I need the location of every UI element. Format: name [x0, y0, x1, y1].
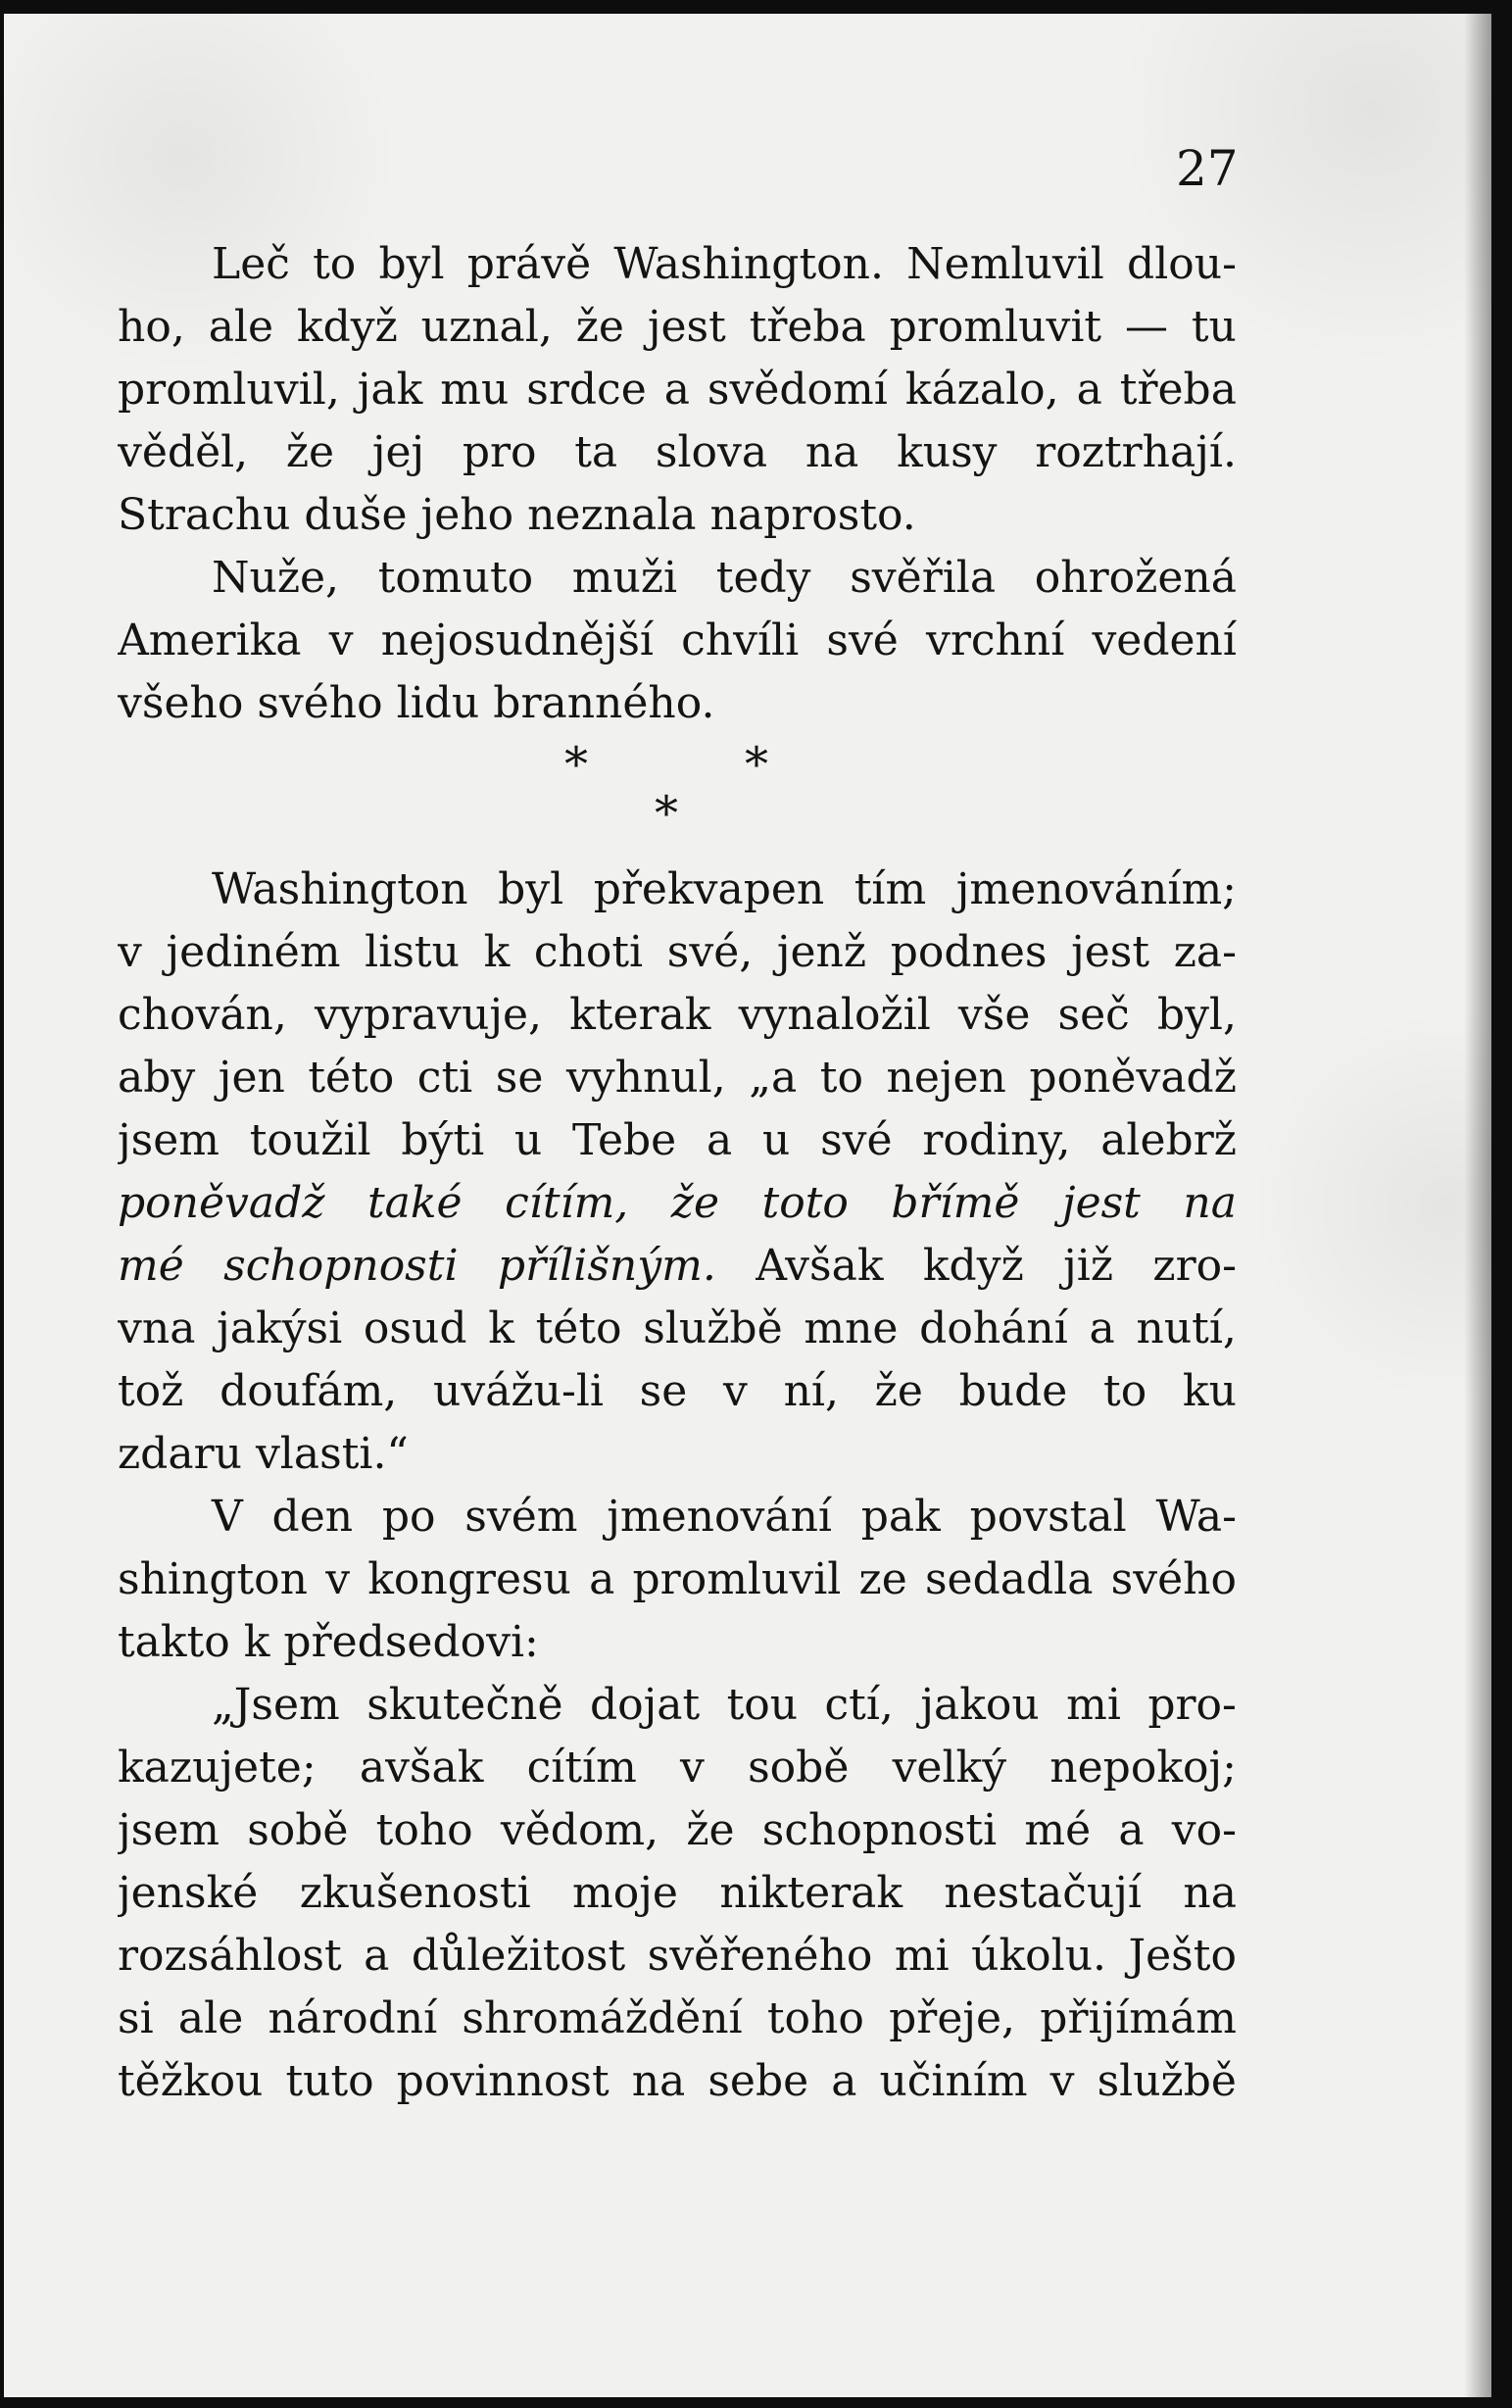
word: Avšak [756, 1241, 884, 1291]
word: se [495, 1053, 544, 1103]
word: roztrhají. [1035, 427, 1237, 477]
word: třeba [1119, 365, 1237, 415]
word: doufám, [219, 1366, 398, 1416]
word: ale [208, 302, 274, 352]
word: srdce [526, 365, 647, 415]
word: u [761, 1115, 791, 1165]
word: službě [1097, 2056, 1237, 2106]
word: zro- [1152, 1241, 1237, 1291]
word: pak [860, 1492, 941, 1542]
word: lidu [396, 678, 480, 728]
word: ale [177, 1993, 244, 2043]
word: vypravuje, [315, 990, 543, 1040]
word: aby [118, 1053, 196, 1103]
word: a [1076, 365, 1102, 415]
word: uznal, [420, 302, 553, 352]
word: mu [440, 365, 510, 415]
word: jenské [118, 1868, 259, 1918]
word: poněvadž [1029, 1053, 1237, 1103]
text-line [118, 1548, 1237, 1611]
word: jest [647, 302, 726, 352]
word: Ješto [1128, 1931, 1237, 1981]
word: muži [571, 553, 678, 603]
word: na [1183, 1868, 1237, 1918]
page-text [118, 233, 1237, 2113]
word: naprosto. [709, 490, 916, 540]
word: to [313, 239, 357, 289]
word: když [922, 1241, 1024, 1291]
word: cítím [526, 1743, 637, 1793]
word: v [680, 1743, 705, 1793]
word: a [364, 1931, 390, 1981]
word: svého [1110, 1554, 1237, 1604]
word: sobě [748, 1743, 850, 1793]
word: že [575, 302, 624, 352]
word: a [1118, 1805, 1145, 1855]
word: vynaložil [738, 990, 931, 1040]
word: mé [1024, 1805, 1092, 1855]
word: jen [218, 1053, 285, 1103]
word: za- [1173, 927, 1237, 977]
word: vyhnul, [565, 1053, 726, 1103]
word: k [488, 1303, 514, 1353]
word: učiním [879, 2056, 1028, 2106]
word: zdaru [118, 1429, 242, 1479]
word: a [706, 1115, 733, 1165]
word: kázalo, [904, 365, 1059, 415]
word: k [483, 927, 511, 977]
word: ze [858, 1554, 907, 1604]
word: promluvit [889, 302, 1102, 352]
text-line [118, 359, 1237, 421]
text-line [118, 1109, 1237, 1172]
word: alebrž [1100, 1115, 1237, 1165]
word: Washington. [613, 239, 884, 289]
word: svého [257, 678, 383, 728]
text-line [118, 859, 1237, 921]
word: mne [804, 1303, 899, 1353]
word: Leč [212, 239, 290, 289]
text-line [118, 1737, 1237, 1799]
word: že [686, 1805, 735, 1855]
word: jenž [776, 927, 867, 977]
text-line [118, 1298, 1237, 1360]
word: kazujete; [118, 1743, 317, 1793]
word: shromáždění [462, 1993, 743, 2043]
word: národní [268, 1993, 438, 2043]
word: již [1063, 1241, 1114, 1291]
word: toho [375, 1805, 473, 1855]
word: svěřila [850, 553, 997, 603]
word: kusy [897, 427, 998, 477]
word: seč [1057, 990, 1130, 1040]
text-line [118, 547, 1237, 610]
word: jmenování [607, 1492, 832, 1542]
text-line [118, 1047, 1237, 1109]
word: této [308, 1053, 395, 1103]
word: chován, [118, 990, 287, 1040]
word: Washington [212, 864, 468, 914]
word: tím [854, 864, 927, 914]
word: ta [574, 427, 618, 477]
text-line [118, 1235, 1237, 1298]
paragraph [118, 547, 1237, 735]
word: promluvil [632, 1554, 842, 1604]
word: schopnosti [223, 1241, 459, 1291]
text-line [118, 1360, 1237, 1423]
word: k [243, 1617, 270, 1667]
paragraph [118, 1674, 1237, 2113]
word: toto [761, 1178, 849, 1228]
word: na [1183, 1178, 1237, 1228]
word: povinnost [396, 2056, 610, 2106]
word: listu [365, 927, 460, 977]
word: ku [1182, 1366, 1237, 1416]
word: této [535, 1303, 622, 1353]
word: jeho [420, 490, 514, 540]
word: těžkou [118, 2056, 264, 2106]
text-line [118, 233, 1237, 296]
word: dojat [589, 1680, 701, 1730]
word: ctí, [824, 1680, 894, 1730]
word: tomuto [377, 553, 534, 603]
word: třeba [749, 302, 866, 352]
word: si [118, 1993, 154, 2043]
word: mi [894, 1931, 950, 1981]
word: se [639, 1366, 688, 1416]
word: Nemluvil [906, 239, 1104, 289]
word: kterak [569, 990, 711, 1040]
word: pro- [1147, 1680, 1237, 1730]
word: a [1089, 1303, 1115, 1353]
paragraph [118, 233, 1237, 547]
word: toužil [249, 1115, 371, 1165]
word: schopnosti [761, 1805, 998, 1855]
word: v [723, 1366, 748, 1416]
word: choti [533, 927, 644, 977]
word: skutečně [366, 1680, 563, 1730]
word: tu [1191, 302, 1237, 352]
text-line [118, 610, 1237, 672]
word: Nuže, [212, 553, 340, 603]
word: chvíli [681, 615, 800, 665]
word: věděl, [118, 427, 249, 477]
word: takto [118, 1617, 230, 1667]
word: moje [572, 1868, 678, 1918]
word: jakou [920, 1680, 1040, 1730]
text-line [118, 921, 1237, 984]
word: přílišným. [497, 1241, 716, 1291]
word: sebe [707, 2056, 809, 2106]
word: a [831, 2056, 857, 2106]
text-line [118, 1862, 1237, 1925]
word: Strachu [118, 490, 291, 540]
word: že [874, 1366, 923, 1416]
word: svěřeného [647, 1931, 873, 1981]
word: byl, [1156, 990, 1237, 1040]
word: kongresu [367, 1554, 571, 1604]
word: vo- [1171, 1805, 1237, 1855]
word: vedení [1092, 615, 1237, 665]
word: dlou- [1127, 239, 1237, 289]
word: — [1124, 302, 1168, 352]
word: že [285, 427, 335, 477]
word: V [212, 1492, 243, 1542]
word: a [663, 365, 690, 415]
word: přeje, [889, 1993, 1016, 2043]
word: když [296, 302, 398, 352]
word: nejen [886, 1053, 1006, 1103]
word: Tebe [572, 1115, 677, 1165]
word: vna [118, 1303, 196, 1353]
asterisk: * [745, 737, 768, 792]
word: cti [416, 1053, 473, 1103]
word: cítím, [505, 1178, 629, 1228]
word: vše [957, 990, 1031, 1040]
word: byl [498, 864, 564, 914]
text-line [118, 1611, 1237, 1674]
text-line [118, 984, 1237, 1047]
word: sobě [247, 1805, 349, 1855]
word: službě [643, 1303, 783, 1353]
word: ní, [783, 1366, 839, 1416]
word: vlasti.“ [255, 1429, 409, 1479]
asterisk: * [655, 786, 678, 841]
word: nestačují [944, 1868, 1142, 1918]
word: své [826, 615, 899, 665]
text-line [118, 1486, 1237, 1548]
word: jej [371, 427, 425, 477]
word: svědomí [707, 365, 888, 415]
text-line [118, 1925, 1237, 1988]
word: shington [118, 1554, 309, 1604]
word: překvapen [593, 864, 825, 914]
word: v [1049, 2056, 1075, 2106]
word: tuto [285, 2056, 374, 2106]
word: jest [1061, 1178, 1141, 1228]
word: právě [466, 239, 592, 289]
word: zkušenosti [299, 1868, 531, 1918]
word: tož [118, 1366, 184, 1416]
text-line [118, 1988, 1237, 2050]
word: bude [958, 1366, 1068, 1416]
word: dohání [919, 1303, 1068, 1353]
word: podnes [890, 927, 1048, 977]
word: velký [892, 1743, 1007, 1793]
word: „a [749, 1053, 798, 1103]
paragraph [118, 859, 1237, 1486]
text-line [118, 484, 1237, 547]
word: tedy [715, 553, 811, 603]
word: pro [462, 427, 537, 477]
word: den [271, 1492, 354, 1542]
word: rodiny, [922, 1115, 1071, 1165]
word: nejosudnější [380, 615, 654, 665]
word: že [670, 1178, 720, 1228]
word: nepokoj; [1049, 1743, 1237, 1793]
word: to [1103, 1366, 1147, 1416]
word: branného. [493, 678, 715, 728]
word: byl [378, 239, 445, 289]
word: jest [1071, 927, 1150, 977]
word: povstal [969, 1492, 1127, 1542]
text-line [118, 1674, 1237, 1737]
word: důležitost [411, 1931, 626, 1981]
word: jmenováním; [955, 864, 1237, 914]
text-line [118, 421, 1237, 484]
word: neznala [527, 490, 697, 540]
word: uvážu-li [433, 1366, 604, 1416]
word: sedadla [924, 1554, 1094, 1604]
paragraph [118, 1486, 1237, 1674]
word: rozsáhlost [118, 1931, 342, 1981]
word: v [328, 615, 354, 665]
word: poněvadž [118, 1178, 325, 1228]
word: jsem [118, 1115, 219, 1165]
word: svém [464, 1492, 578, 1542]
book-page [4, 14, 1491, 2397]
word: býti [401, 1115, 485, 1165]
word: ho, [118, 302, 185, 352]
text-line [118, 672, 1237, 735]
word: ohrožená [1034, 553, 1237, 603]
word: břímě [891, 1178, 1020, 1228]
word: avšak [359, 1743, 484, 1793]
text-line [118, 296, 1237, 359]
word: všeho [118, 678, 244, 728]
word: své, [666, 927, 754, 977]
page-number: 27 [1176, 140, 1239, 197]
word: mi [1066, 1680, 1121, 1730]
word: promluvil, [118, 365, 340, 415]
word: přijímám [1040, 1993, 1237, 2043]
word: Wa- [1155, 1492, 1237, 1542]
section-separator [118, 735, 1237, 859]
word: to [819, 1053, 863, 1103]
word: na [805, 427, 859, 477]
word: v [118, 927, 142, 977]
word: mé [118, 1241, 184, 1291]
word: jak [357, 365, 423, 415]
asterisk: * [564, 737, 588, 792]
word: v [325, 1554, 351, 1604]
word: vrchní [926, 615, 1065, 665]
text-line [118, 1799, 1237, 1862]
word: slova [655, 427, 768, 477]
word: a [589, 1554, 615, 1604]
word: tou [726, 1680, 799, 1730]
word: duše [304, 490, 408, 540]
word: Amerika [118, 615, 302, 665]
word: nutí, [1136, 1303, 1237, 1353]
word: předsedovi: [283, 1617, 539, 1667]
word: své [820, 1115, 893, 1165]
word: jsem [118, 1805, 219, 1855]
text-line [118, 1423, 1237, 1486]
page-spine-shadow [1464, 14, 1491, 2397]
word: úkolu. [971, 1931, 1107, 1981]
word: na [631, 2056, 686, 2106]
text-line [118, 2050, 1237, 2113]
word: po [381, 1492, 436, 1542]
word: toho [766, 1993, 864, 2043]
word: u [513, 1115, 543, 1165]
word: osud [363, 1303, 467, 1353]
word: vědom, [500, 1805, 659, 1855]
word: jediném [166, 927, 341, 977]
word: „Jsem [212, 1680, 340, 1730]
word: nikterak [719, 1868, 903, 1918]
text-line [118, 1172, 1237, 1235]
word: také [366, 1178, 463, 1228]
word: jakýsi [217, 1303, 343, 1353]
